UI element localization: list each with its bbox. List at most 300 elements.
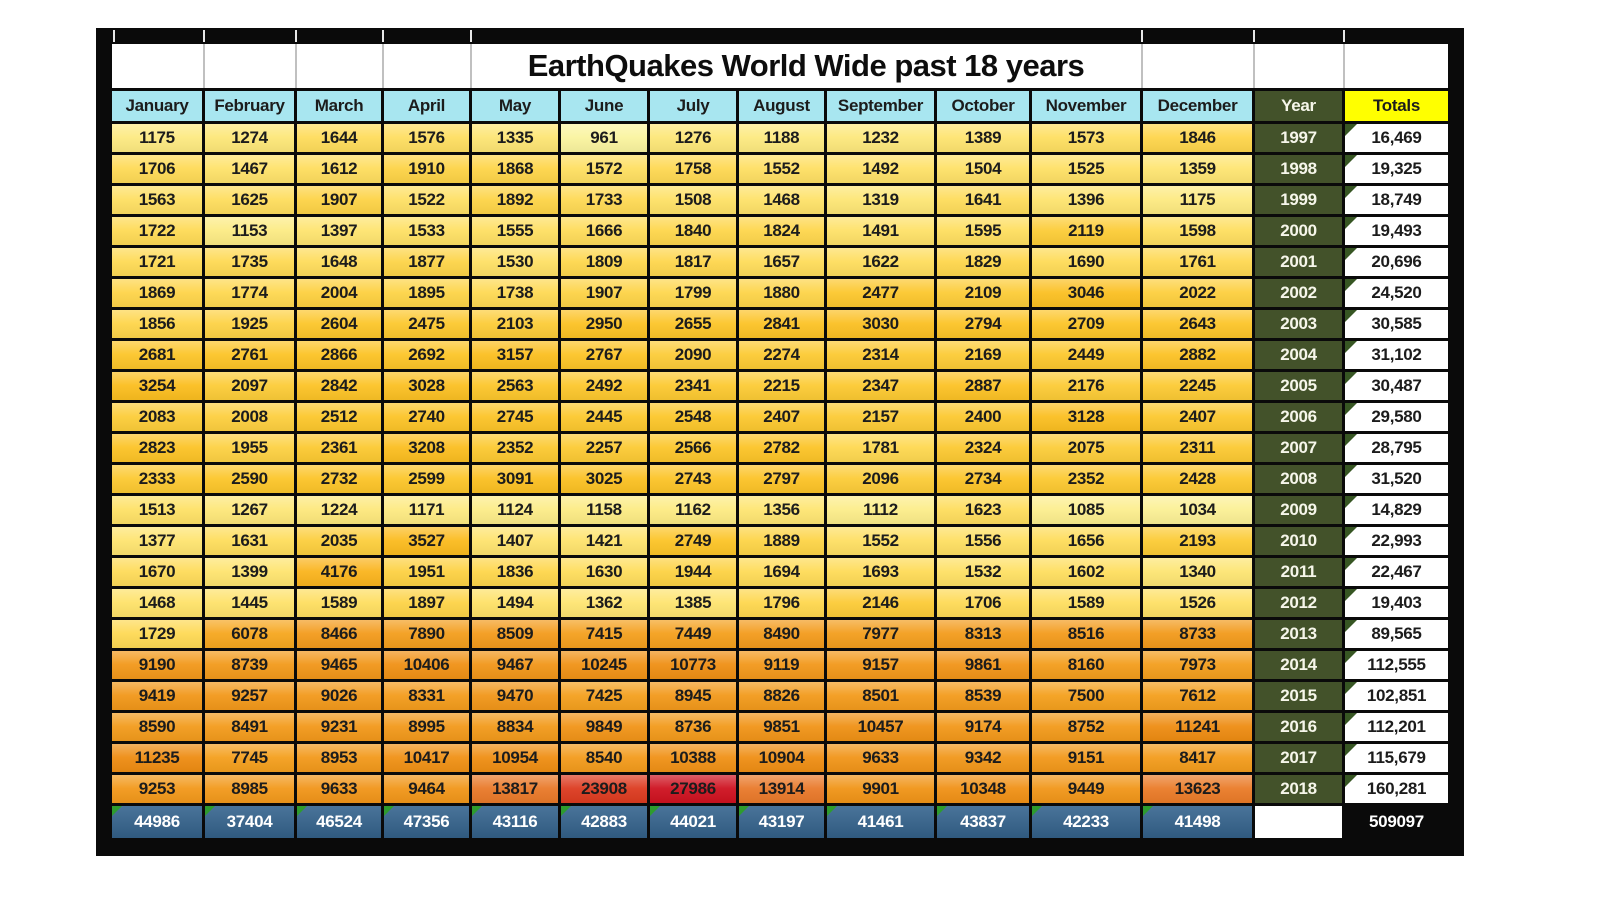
cell-2003-october[interactable]: 2794 [937,310,1029,338]
cell-2007-april[interactable]: 3208 [384,434,469,462]
cell-2009-october[interactable]: 1623 [937,496,1029,524]
cell-2003-january[interactable]: 1856 [112,310,202,338]
cell-2015-september[interactable]: 8501 [827,682,934,710]
cell-2007-july[interactable]: 2566 [650,434,736,462]
cell-2010-august[interactable]: 1889 [739,527,824,555]
year-cell-2011[interactable]: 2011 [1255,558,1342,586]
cell-2004-july[interactable]: 2090 [650,341,736,369]
cell-2009-march[interactable]: 1224 [297,496,381,524]
total-cell-2014[interactable]: 112,555 [1345,651,1448,679]
cell-1997-february[interactable]: 1274 [205,124,294,152]
total-cell-1998[interactable]: 19,325 [1345,155,1448,183]
cell-2009-november[interactable]: 1085 [1032,496,1140,524]
year-cell-1999[interactable]: 1999 [1255,186,1342,214]
cell-2001-august[interactable]: 1657 [739,248,824,276]
cell-2016-july[interactable]: 8736 [650,713,736,741]
cell-2010-november[interactable]: 1656 [1032,527,1140,555]
cell-1999-september[interactable]: 1319 [827,186,934,214]
cell-2017-february[interactable]: 7745 [205,744,294,772]
year-cell-2002[interactable]: 2002 [1255,279,1342,307]
cell-2002-march[interactable]: 2004 [297,279,381,307]
cell-2015-october[interactable]: 8539 [937,682,1029,710]
cell-2007-february[interactable]: 1955 [205,434,294,462]
cell-2013-december[interactable]: 8733 [1143,620,1252,648]
cell-2006-september[interactable]: 2157 [827,403,934,431]
cell-2018-october[interactable]: 10348 [937,775,1029,803]
totals-header[interactable]: Totals [1345,91,1448,121]
cell-2018-february[interactable]: 8985 [205,775,294,803]
cell-2004-november[interactable]: 2449 [1032,341,1140,369]
cell-2003-august[interactable]: 2841 [739,310,824,338]
cell-2000-march[interactable]: 1397 [297,217,381,245]
cell-2015-august[interactable]: 8826 [739,682,824,710]
cell-2017-september[interactable]: 9633 [827,744,934,772]
cell-2017-january[interactable]: 11235 [112,744,202,772]
cell-2015-february[interactable]: 9257 [205,682,294,710]
cell-2013-july[interactable]: 7449 [650,620,736,648]
total-cell-2013[interactable]: 89,565 [1345,620,1448,648]
cell-2002-february[interactable]: 1774 [205,279,294,307]
cell-2001-may[interactable]: 1530 [472,248,558,276]
cell-2001-june[interactable]: 1809 [561,248,647,276]
cell-2011-january[interactable]: 1670 [112,558,202,586]
cell-2005-april[interactable]: 3028 [384,372,469,400]
month-header-december[interactable]: December [1143,91,1252,121]
cell-1997-march[interactable]: 1644 [297,124,381,152]
cell-2005-january[interactable]: 3254 [112,372,202,400]
cell-2018-march[interactable]: 9633 [297,775,381,803]
month-header-may[interactable]: May [472,91,558,121]
total-cell-2000[interactable]: 19,493 [1345,217,1448,245]
cell-2005-august[interactable]: 2215 [739,372,824,400]
cell-1999-march[interactable]: 1907 [297,186,381,214]
column-total-august[interactable]: 43197 [739,806,824,838]
cell-2007-november[interactable]: 2075 [1032,434,1140,462]
cell-2015-november[interactable]: 7500 [1032,682,1140,710]
cell-2008-september[interactable]: 2096 [827,465,934,493]
cell-2014-september[interactable]: 9157 [827,651,934,679]
cell-2001-october[interactable]: 1829 [937,248,1029,276]
cell-2000-february[interactable]: 1153 [205,217,294,245]
total-cell-2004[interactable]: 31,102 [1345,341,1448,369]
cell-2017-november[interactable]: 9151 [1032,744,1140,772]
cell-2009-may[interactable]: 1124 [472,496,558,524]
title-merged-cell[interactable] [472,44,1141,88]
cell-2011-june[interactable]: 1630 [561,558,647,586]
cell-2004-december[interactable]: 2882 [1143,341,1252,369]
total-cell-2012[interactable]: 19,403 [1345,589,1448,617]
cell-2000-september[interactable]: 1491 [827,217,934,245]
cell-2015-july[interactable]: 8945 [650,682,736,710]
cell-2001-april[interactable]: 1877 [384,248,469,276]
total-cell-2015[interactable]: 102,851 [1345,682,1448,710]
cell-2017-may[interactable]: 10954 [472,744,558,772]
cell-2010-may[interactable]: 1407 [472,527,558,555]
cell-2009-april[interactable]: 1171 [384,496,469,524]
cell-2005-march[interactable]: 2842 [297,372,381,400]
year-cell-2004[interactable]: 2004 [1255,341,1342,369]
bottom-empty-cell[interactable] [1255,806,1342,838]
cell-2009-september[interactable]: 1112 [827,496,934,524]
cell-2018-december[interactable]: 13623 [1143,775,1252,803]
year-cell-1998[interactable]: 1998 [1255,155,1342,183]
cell-1998-february[interactable]: 1467 [205,155,294,183]
cell-2013-september[interactable]: 7977 [827,620,934,648]
cell-2011-august[interactable]: 1694 [739,558,824,586]
cell-2002-november[interactable]: 3046 [1032,279,1140,307]
cell-2007-august[interactable]: 2782 [739,434,824,462]
cell-1999-february[interactable]: 1625 [205,186,294,214]
cell-2007-september[interactable]: 1781 [827,434,934,462]
total-cell-2016[interactable]: 112,201 [1345,713,1448,741]
cell-1998-january[interactable]: 1706 [112,155,202,183]
cell-2005-december[interactable]: 2245 [1143,372,1252,400]
cell-2015-may[interactable]: 9470 [472,682,558,710]
cell-1998-may[interactable]: 1868 [472,155,558,183]
cell-2008-march[interactable]: 2732 [297,465,381,493]
cell-2013-november[interactable]: 8516 [1032,620,1140,648]
cell-1997-june[interactable]: 961 [561,124,647,152]
cell-2014-march[interactable]: 9465 [297,651,381,679]
cell-2009-january[interactable]: 1513 [112,496,202,524]
cell-2011-july[interactable]: 1944 [650,558,736,586]
cell-2004-january[interactable]: 2681 [112,341,202,369]
cell-2002-may[interactable]: 1738 [472,279,558,307]
cell-2014-december[interactable]: 7973 [1143,651,1252,679]
cell-2004-october[interactable]: 2169 [937,341,1029,369]
cell-2012-november[interactable]: 1589 [1032,589,1140,617]
cell-2001-september[interactable]: 1622 [827,248,934,276]
cell-2018-august[interactable]: 13914 [739,775,824,803]
cell-2012-may[interactable]: 1494 [472,589,558,617]
cell-2008-august[interactable]: 2797 [739,465,824,493]
cell-1999-november[interactable]: 1396 [1032,186,1140,214]
cell-2012-august[interactable]: 1796 [739,589,824,617]
cell-2009-december[interactable]: 1034 [1143,496,1252,524]
cell-2016-september[interactable]: 10457 [827,713,934,741]
cell-2003-march[interactable]: 2604 [297,310,381,338]
cell-2017-march[interactable]: 8953 [297,744,381,772]
column-total-may[interactable]: 43116 [472,806,558,838]
cell-2006-april[interactable]: 2740 [384,403,469,431]
cell-2006-june[interactable]: 2445 [561,403,647,431]
cell-2008-may[interactable]: 3091 [472,465,558,493]
cell-1999-august[interactable]: 1468 [739,186,824,214]
cell-1998-august[interactable]: 1552 [739,155,824,183]
column-total-june[interactable]: 42883 [561,806,647,838]
cell-2016-december[interactable]: 11241 [1143,713,1252,741]
cell-2005-july[interactable]: 2341 [650,372,736,400]
total-cell-2005[interactable]: 30,487 [1345,372,1448,400]
cell-2003-november[interactable]: 2709 [1032,310,1140,338]
year-cell-2006[interactable]: 2006 [1255,403,1342,431]
year-cell-2016[interactable]: 2016 [1255,713,1342,741]
cell-2013-february[interactable]: 6078 [205,620,294,648]
cell-2004-march[interactable]: 2866 [297,341,381,369]
cell-1998-april[interactable]: 1910 [384,155,469,183]
cell-2000-april[interactable]: 1533 [384,217,469,245]
column-total-december[interactable]: 41498 [1143,806,1252,838]
cell-2011-september[interactable]: 1693 [827,558,934,586]
cell-2001-july[interactable]: 1817 [650,248,736,276]
cell-2011-october[interactable]: 1532 [937,558,1029,586]
cell-2000-january[interactable]: 1722 [112,217,202,245]
cell-2007-june[interactable]: 2257 [561,434,647,462]
year-cell-1997[interactable]: 1997 [1255,124,1342,152]
cell-2013-august[interactable]: 8490 [739,620,824,648]
cell-2011-may[interactable]: 1836 [472,558,558,586]
cell-2012-september[interactable]: 2146 [827,589,934,617]
cell-2001-march[interactable]: 1648 [297,248,381,276]
cell-1997-december[interactable]: 1846 [1143,124,1252,152]
cell-2001-december[interactable]: 1761 [1143,248,1252,276]
total-cell-2017[interactable]: 115,679 [1345,744,1448,772]
cell-2007-december[interactable]: 2311 [1143,434,1252,462]
cell-2004-may[interactable]: 3157 [472,341,558,369]
cell-1997-october[interactable]: 1389 [937,124,1029,152]
year-cell-2005[interactable]: 2005 [1255,372,1342,400]
cell-2010-january[interactable]: 1377 [112,527,202,555]
cell-2008-january[interactable]: 2333 [112,465,202,493]
cell-2002-september[interactable]: 2477 [827,279,934,307]
cell-2016-april[interactable]: 8995 [384,713,469,741]
cell-2011-february[interactable]: 1399 [205,558,294,586]
cell-2011-march[interactable]: 4176 [297,558,381,586]
cell-2017-april[interactable]: 10417 [384,744,469,772]
month-header-january[interactable]: January [112,91,202,121]
month-header-november[interactable]: November [1032,91,1140,121]
cell-2002-july[interactable]: 1799 [650,279,736,307]
cell-2010-february[interactable]: 1631 [205,527,294,555]
cell-2006-january[interactable]: 2083 [112,403,202,431]
cell-2011-november[interactable]: 1602 [1032,558,1140,586]
cell-2010-june[interactable]: 1421 [561,527,647,555]
cell-2004-august[interactable]: 2274 [739,341,824,369]
cell-1998-november[interactable]: 1525 [1032,155,1140,183]
cell-2010-april[interactable]: 3527 [384,527,469,555]
total-cell-2008[interactable]: 31,520 [1345,465,1448,493]
cell-2008-july[interactable]: 2743 [650,465,736,493]
cell-2016-june[interactable]: 9849 [561,713,647,741]
cell-1999-april[interactable]: 1522 [384,186,469,214]
cell-1998-july[interactable]: 1758 [650,155,736,183]
total-cell-1999[interactable]: 18,749 [1345,186,1448,214]
cell-2010-july[interactable]: 2749 [650,527,736,555]
cell-2003-september[interactable]: 3030 [827,310,934,338]
cell-2008-june[interactable]: 3025 [561,465,647,493]
year-cell-2012[interactable]: 2012 [1255,589,1342,617]
cell-2014-june[interactable]: 10245 [561,651,647,679]
cell-2005-november[interactable]: 2176 [1032,372,1140,400]
cell-1997-january[interactable]: 1175 [112,124,202,152]
cell-1998-december[interactable]: 1359 [1143,155,1252,183]
cell-2004-june[interactable]: 2767 [561,341,647,369]
month-header-june[interactable]: June [561,91,647,121]
cell-2015-december[interactable]: 7612 [1143,682,1252,710]
cell-2012-february[interactable]: 1445 [205,589,294,617]
cell-2008-december[interactable]: 2428 [1143,465,1252,493]
cell-2017-june[interactable]: 8540 [561,744,647,772]
year-header[interactable]: Year [1255,91,1342,121]
cell-2002-december[interactable]: 2022 [1143,279,1252,307]
total-cell-2002[interactable]: 24,520 [1345,279,1448,307]
cell-2012-april[interactable]: 1897 [384,589,469,617]
cell-1997-may[interactable]: 1335 [472,124,558,152]
cell-2012-march[interactable]: 1589 [297,589,381,617]
year-cell-2003[interactable]: 2003 [1255,310,1342,338]
year-cell-2000[interactable]: 2000 [1255,217,1342,245]
cell-1997-august[interactable]: 1188 [739,124,824,152]
cell-2002-january[interactable]: 1869 [112,279,202,307]
cell-1999-may[interactable]: 1892 [472,186,558,214]
cell-2013-january[interactable]: 1729 [112,620,202,648]
total-cell-2007[interactable]: 28,795 [1345,434,1448,462]
cell-2016-november[interactable]: 8752 [1032,713,1140,741]
cell-2001-february[interactable]: 1735 [205,248,294,276]
cell-1999-october[interactable]: 1641 [937,186,1029,214]
cell-2014-april[interactable]: 10406 [384,651,469,679]
cell-1997-november[interactable]: 1573 [1032,124,1140,152]
year-cell-2008[interactable]: 2008 [1255,465,1342,493]
year-cell-2010[interactable]: 2010 [1255,527,1342,555]
cell-2012-june[interactable]: 1362 [561,589,647,617]
cell-2016-may[interactable]: 8834 [472,713,558,741]
column-total-october[interactable]: 43837 [937,806,1029,838]
cell-2014-january[interactable]: 9190 [112,651,202,679]
cell-2017-october[interactable]: 9342 [937,744,1029,772]
cell-2010-september[interactable]: 1552 [827,527,934,555]
cell-2005-september[interactable]: 2347 [827,372,934,400]
total-cell-2011[interactable]: 22,467 [1345,558,1448,586]
cell-2002-june[interactable]: 1907 [561,279,647,307]
cell-2000-august[interactable]: 1824 [739,217,824,245]
total-cell-2010[interactable]: 22,993 [1345,527,1448,555]
cell-2011-december[interactable]: 1340 [1143,558,1252,586]
cell-2015-april[interactable]: 8331 [384,682,469,710]
cell-2007-may[interactable]: 2352 [472,434,558,462]
cell-1997-july[interactable]: 1276 [650,124,736,152]
cell-2014-november[interactable]: 8160 [1032,651,1140,679]
cell-2006-november[interactable]: 3128 [1032,403,1140,431]
cell-2010-october[interactable]: 1556 [937,527,1029,555]
cell-2006-may[interactable]: 2745 [472,403,558,431]
cell-2014-october[interactable]: 9861 [937,651,1029,679]
column-total-february[interactable]: 37404 [205,806,294,838]
cell-2015-march[interactable]: 9026 [297,682,381,710]
cell-2003-june[interactable]: 2950 [561,310,647,338]
year-cell-2015[interactable]: 2015 [1255,682,1342,710]
cell-2001-november[interactable]: 1690 [1032,248,1140,276]
total-cell-2018[interactable]: 160,281 [1345,775,1448,803]
cell-2007-march[interactable]: 2361 [297,434,381,462]
cell-2007-january[interactable]: 2823 [112,434,202,462]
cell-2012-october[interactable]: 1706 [937,589,1029,617]
cell-2016-february[interactable]: 8491 [205,713,294,741]
grand-total-cell[interactable]: 509097 [1345,806,1448,838]
cell-1999-june[interactable]: 1733 [561,186,647,214]
cell-2017-july[interactable]: 10388 [650,744,736,772]
cell-2000-november[interactable]: 2119 [1032,217,1140,245]
year-cell-2007[interactable]: 2007 [1255,434,1342,462]
cell-2018-january[interactable]: 9253 [112,775,202,803]
cell-2000-july[interactable]: 1840 [650,217,736,245]
cell-2008-november[interactable]: 2352 [1032,465,1140,493]
cell-2014-february[interactable]: 8739 [205,651,294,679]
cell-2005-june[interactable]: 2492 [561,372,647,400]
cell-2006-december[interactable]: 2407 [1143,403,1252,431]
cell-2018-july[interactable]: 27986 [650,775,736,803]
column-total-november[interactable]: 42233 [1032,806,1140,838]
cell-2015-january[interactable]: 9419 [112,682,202,710]
cell-2017-august[interactable]: 10904 [739,744,824,772]
cell-2002-october[interactable]: 2109 [937,279,1029,307]
cell-2018-november[interactable]: 9449 [1032,775,1140,803]
column-total-january[interactable]: 44986 [112,806,202,838]
column-total-july[interactable]: 44021 [650,806,736,838]
cell-2018-may[interactable]: 13817 [472,775,558,803]
cell-1998-september[interactable]: 1492 [827,155,934,183]
year-cell-2017[interactable]: 2017 [1255,744,1342,772]
cell-2013-may[interactable]: 8509 [472,620,558,648]
total-cell-2003[interactable]: 30,585 [1345,310,1448,338]
cell-1998-june[interactable]: 1572 [561,155,647,183]
month-header-september[interactable]: September [827,91,934,121]
cell-2000-may[interactable]: 1555 [472,217,558,245]
cell-2009-july[interactable]: 1162 [650,496,736,524]
cell-2006-july[interactable]: 2548 [650,403,736,431]
column-total-april[interactable]: 47356 [384,806,469,838]
year-cell-2009[interactable]: 2009 [1255,496,1342,524]
cell-2016-august[interactable]: 9851 [739,713,824,741]
cell-2010-december[interactable]: 2193 [1143,527,1252,555]
cell-2009-february[interactable]: 1267 [205,496,294,524]
cell-2003-may[interactable]: 2103 [472,310,558,338]
cell-2009-june[interactable]: 1158 [561,496,647,524]
cell-2005-february[interactable]: 2097 [205,372,294,400]
year-cell-2013[interactable]: 2013 [1255,620,1342,648]
cell-2014-july[interactable]: 10773 [650,651,736,679]
total-cell-2009[interactable]: 14,829 [1345,496,1448,524]
cell-2003-february[interactable]: 1925 [205,310,294,338]
cell-2005-may[interactable]: 2563 [472,372,558,400]
cell-2001-january[interactable]: 1721 [112,248,202,276]
cell-2008-october[interactable]: 2734 [937,465,1029,493]
cell-2011-april[interactable]: 1951 [384,558,469,586]
cell-2008-april[interactable]: 2599 [384,465,469,493]
total-cell-1997[interactable]: 16,469 [1345,124,1448,152]
cell-1997-april[interactable]: 1576 [384,124,469,152]
total-cell-2001[interactable]: 20,696 [1345,248,1448,276]
cell-2003-july[interactable]: 2655 [650,310,736,338]
cell-2014-may[interactable]: 9467 [472,651,558,679]
cell-2006-march[interactable]: 2512 [297,403,381,431]
cell-2010-march[interactable]: 2035 [297,527,381,555]
month-header-august[interactable]: August [739,91,824,121]
cell-2016-october[interactable]: 9174 [937,713,1029,741]
cell-1997-september[interactable]: 1232 [827,124,934,152]
total-cell-2006[interactable]: 29,580 [1345,403,1448,431]
month-header-march[interactable]: March [297,91,381,121]
cell-2004-february[interactable]: 2761 [205,341,294,369]
cell-1998-october[interactable]: 1504 [937,155,1029,183]
cell-2016-january[interactable]: 8590 [112,713,202,741]
cell-2018-june[interactable]: 23908 [561,775,647,803]
month-header-april[interactable]: April [384,91,469,121]
cell-2008-february[interactable]: 2590 [205,465,294,493]
cell-2013-march[interactable]: 8466 [297,620,381,648]
year-cell-2018[interactable]: 2018 [1255,775,1342,803]
cell-2000-december[interactable]: 1598 [1143,217,1252,245]
